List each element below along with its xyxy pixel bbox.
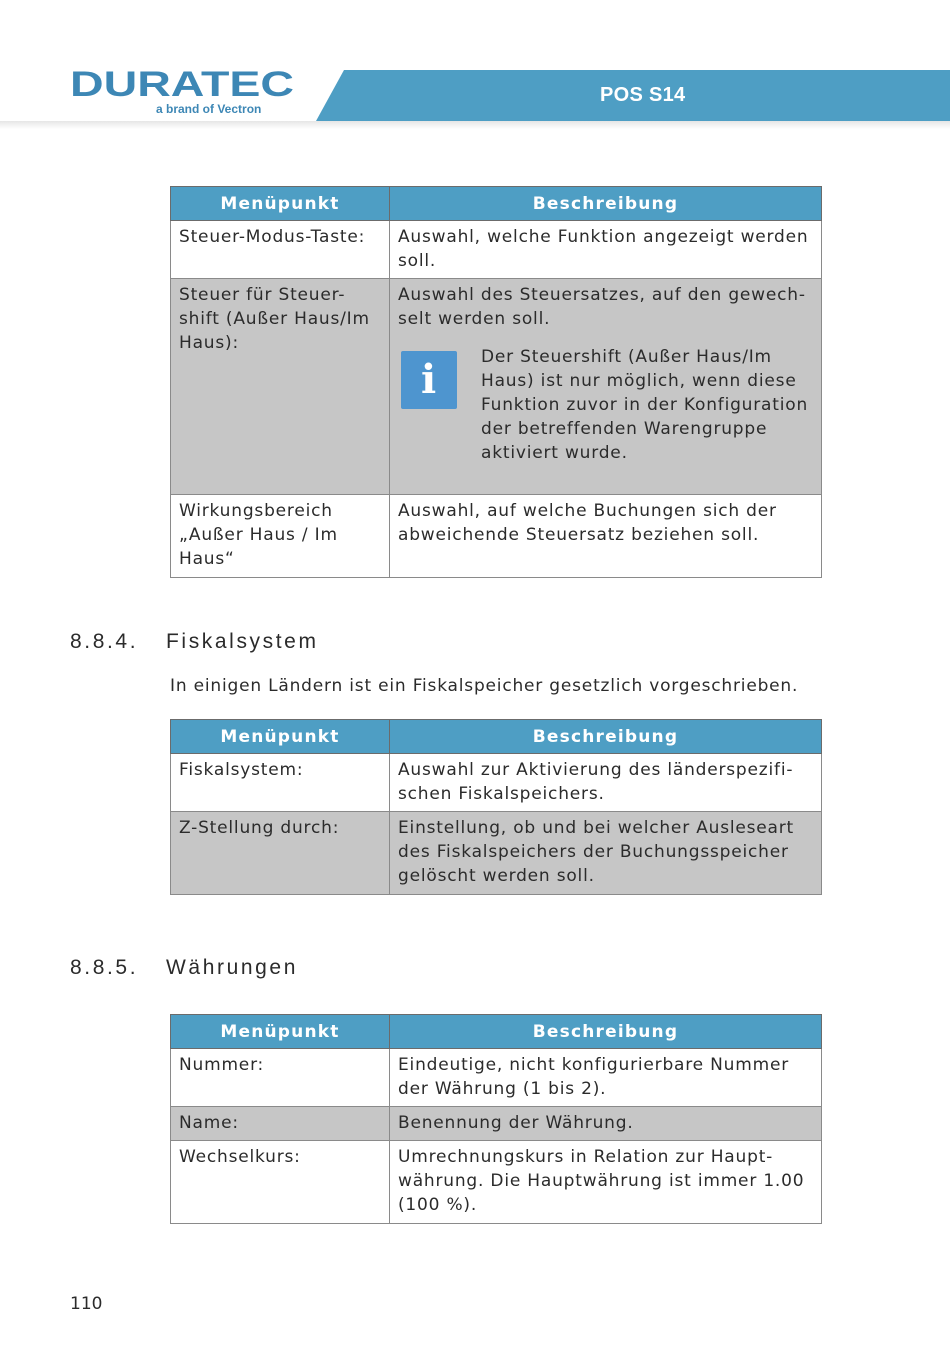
header-shadow <box>0 121 950 129</box>
section-intro: In einigen Ländern ist ein Fiskalspeicher gesetzlich vorgeschrieben. <box>170 676 799 696</box>
table-row <box>171 1107 822 1141</box>
menu-item-cell: Steuer-Modus-Taste: <box>171 221 390 279</box>
page-header <box>0 0 950 130</box>
model-title: POS S14 <box>600 84 686 106</box>
description-cell <box>390 279 822 495</box>
waehrungen-table <box>170 1014 822 1224</box>
description-cell: Einstellung, ob und bei welcher Ausleseart des Fiskalspeichers der Buchungsspeicher gelöscht werden soll. <box>390 812 822 895</box>
table-row <box>171 754 822 812</box>
menu-item-cell: Name: <box>171 1107 390 1141</box>
menu-item-cell: Wirkungsbereich „Außer Haus / Im Haus“ <box>171 495 390 578</box>
menu-item-cell: Fiskalsystem: <box>171 754 390 812</box>
table-header-row <box>171 1015 822 1049</box>
section-heading-fiskalsystem <box>70 630 319 654</box>
menu-item-cell: Steuer für Steuer-shift (Außer Haus/Im Haus): <box>171 279 390 495</box>
column-header-menuepunkt: Menüpunkt <box>171 187 390 221</box>
info-note-text: Der Steuershift (Außer Haus/Im Haus) ist nur möglich, wenn diese Funktion zuvor in der Konfiguration der betreffenden Warengruppe aktiviert wurde. <box>481 347 809 463</box>
column-header-beschreibung: Beschreibung <box>390 1015 822 1049</box>
description-cell: Auswahl, welche Funktion angezeigt werden soll. <box>390 221 822 279</box>
section-number: 8.8.5. <box>70 956 139 979</box>
page-number: 110 <box>70 1294 103 1314</box>
duratec-logo <box>70 68 296 102</box>
table-row <box>171 1049 822 1107</box>
section-title: Fiskalsystem <box>166 630 319 653</box>
menu-item-cell: Wechselkurs: <box>171 1141 390 1224</box>
table-row <box>171 1141 822 1224</box>
fiskal-table <box>170 719 822 895</box>
svg-text:DURATEC: DURATEC <box>70 68 294 102</box>
table-row <box>171 221 822 279</box>
column-header-beschreibung: Beschreibung <box>390 720 822 754</box>
description-text: Auswahl des Steuersatzes, auf den gewech-selt werden soll. <box>398 285 806 329</box>
brand-tagline: a brand of Vectron <box>156 102 262 116</box>
table-header-row <box>171 187 822 221</box>
table-row <box>171 495 822 578</box>
section-heading-waehrungen <box>70 956 298 980</box>
column-header-menuepunkt: Menüpunkt <box>171 720 390 754</box>
description-cell: Auswahl zur Aktivierung des länderspezifi-schen Fiskalspeichers. <box>390 754 822 812</box>
description-cell: Auswahl, auf welche Buchungen sich der abweichende Steuersatz beziehen soll. <box>390 495 822 578</box>
steuer-table <box>170 186 822 578</box>
table-row <box>171 279 822 495</box>
menu-item-cell: Nummer: <box>171 1049 390 1107</box>
description-cell: Umrechnungskurs in Relation zur Haupt-währung. Die Hauptwährung ist immer 1.00 (100 %). <box>390 1141 822 1224</box>
section-number: 8.8.4. <box>70 630 139 653</box>
section-title: Währungen <box>166 956 298 979</box>
table-header-row <box>171 720 822 754</box>
info-note <box>398 345 813 465</box>
description-cell: Benennung der Währung. <box>390 1107 822 1141</box>
menu-item-cell: Z-Stellung durch: <box>171 812 390 895</box>
column-header-beschreibung: Beschreibung <box>390 187 822 221</box>
table-row <box>171 812 822 895</box>
column-header-menuepunkt: Menüpunkt <box>171 1015 390 1049</box>
description-cell: Eindeutige, nicht konfigurierbare Nummer der Währung (1 bis 2). <box>390 1049 822 1107</box>
info-icon: i <box>401 351 457 409</box>
